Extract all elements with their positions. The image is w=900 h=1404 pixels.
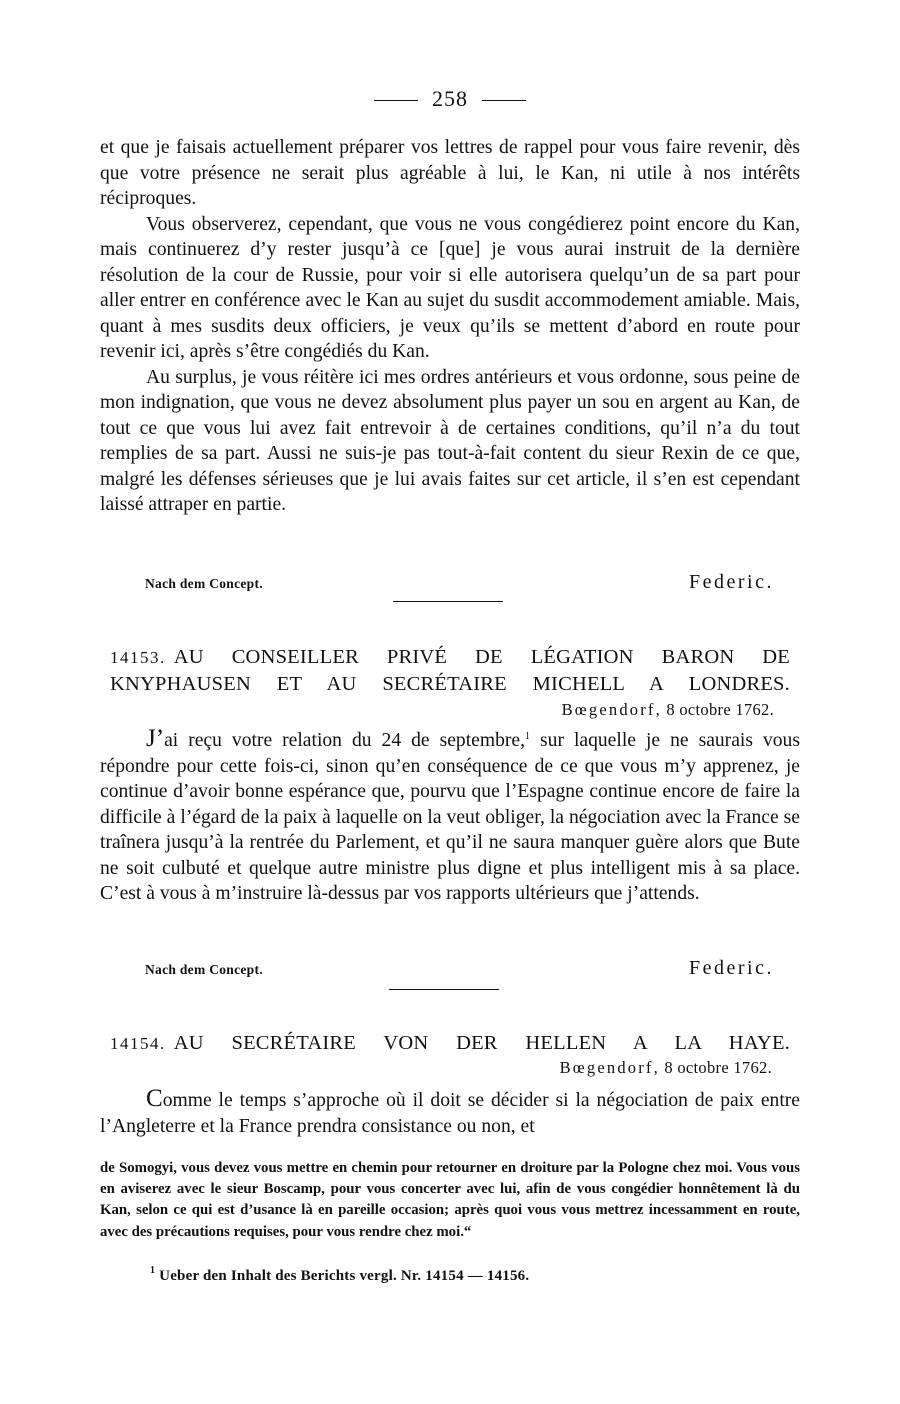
date: 8 octobre 1762.: [666, 700, 774, 719]
signature: Federic.: [689, 571, 774, 593]
heading-line: AU CONSEILLER PRIVÉ DE LÉGATION BARON DE: [173, 646, 790, 668]
body-text: sur laquelle je ne saurais vous répondre pour cette fois-ci, sinon qu’en conséquence de ce que vous m’y apprenez, je continue d’avoir bonne espérance que, pourvu que l’Espagne continue encore de faire la difficile à l’égard de la paix à laquelle on la veut obliger, la négociation avec la France se traînera jusqu’à la rentrée du Parlement, et qu’il ne saura manquer guère alors que Bute ne soit culbuté et quelque autre ministre plus digne et plus intelligent mis à sa place. C’est à vous à m’instruire là-dessus par vos rapports ultérieurs que j’attends.: [100, 730, 800, 904]
header-rule-left: [374, 100, 418, 101]
heading-line: KNYPHAUSEN ET AU SECRÉTAIRE MICHELL A LONDRES.: [110, 673, 790, 695]
section-divider: [389, 989, 499, 990]
footnote-reference[interactable]: 1: [525, 731, 531, 742]
paragraph: Au surplus, je vous réitère ici mes ordres antérieurs et vous ordonne, sous peine de mon indignation, que vous ne devez absolument plus payer un sou en argent au Kan, de tout ce que vous lui avez fait entrevoir à de certaines conditions, qu’il n’a du tout remplies de sa part. Aussi ne suis-je pas tout-à-fait content du sieur Rexin de ce que, malgré les défenses sérieuses que je lui avais faites sur cet article, il s’en est cependant laissé attraper en partie.: [100, 366, 800, 515]
dateline: [560, 1058, 772, 1078]
section-divider: [393, 601, 503, 602]
paragraph: Comme le temps s’approche où il doit se décider si la négociation de paix entre l’Angleterre et la France prendra consistance ou non, et: [100, 1085, 800, 1137]
place: Bœgendorf,: [559, 1058, 660, 1077]
signature-row: [100, 566, 800, 594]
source-note: Nach dem Concept.: [145, 576, 263, 591]
letter-number: 14153.: [110, 648, 166, 667]
place: Bœgendorf,: [561, 700, 662, 719]
footnote: [150, 1265, 530, 1285]
letter-number: 14154.: [110, 1034, 166, 1053]
body-text: J’ai reçu votre relation du 24 de septembre,: [146, 725, 526, 752]
letter-body: [100, 726, 800, 907]
signature: Federic.: [689, 957, 774, 979]
dateline: [562, 700, 774, 720]
page-number: 258: [432, 86, 468, 111]
paragraph: Vous observerez, cependant, que vous ne vous congédierez point encore du Kan, mais continuerez d’y rester jusqu’à ce [que] je vous aurai instruit de la dernière résolution de la cour de Russie, pour voir si elle autorisera quelqu’un de sa part pour aller entrer en conférence avec le Kan au sujet du susdit accommodement amiable. Mais, quant à mes susdits deux officiers, je veux qu’ils se mettent d’abord en route pour revenir ici, après s’être congédiés du Kan.: [100, 213, 800, 362]
paragraph: [100, 726, 800, 907]
source-note: Nach dem Concept.: [145, 962, 263, 977]
paragraph: et que je faisais actuellement préparer vos lettres de rappel pour vous faire revenir, dès que votre présence ne serait plus agréable à lui, le Kan, ni utile à nos intérêts réciproques.: [100, 137, 800, 209]
footnote-mark: 1: [150, 1265, 156, 1276]
letter-body: [100, 1086, 800, 1139]
heading-line: AU SECRÉTAIRE VON DER HELLEN A LA HAYE.: [173, 1032, 790, 1054]
letter-heading: [110, 1030, 790, 1057]
footnote-text: Ueber den Inhalt des Berichts vergl. Nr. 14154 — 14156.: [159, 1268, 530, 1284]
date: 8 octobre 1762.: [664, 1058, 772, 1077]
signature-row: [100, 952, 800, 980]
letter-continuation: [100, 135, 800, 518]
footnote-area: [100, 1158, 800, 1243]
header-rule-right: [482, 100, 526, 101]
letter-heading: [110, 644, 790, 698]
footnote-continuation: de Somogyi, vous devez vous mettre en chemin pour retourner en droiture par la Pologne chez moi. Vous vous en aviserez avec le sieur Boscamp, pour vous concerter avec lui, afin de vous congédier honnêtement là du Kan, selon ce qui est d’usance là en pareille occasion; après quoi vous vous mettrez incessamment en route, avec des précautions requises, pour vous rendre chez moi.“: [100, 1160, 800, 1240]
page-header: [0, 86, 900, 112]
